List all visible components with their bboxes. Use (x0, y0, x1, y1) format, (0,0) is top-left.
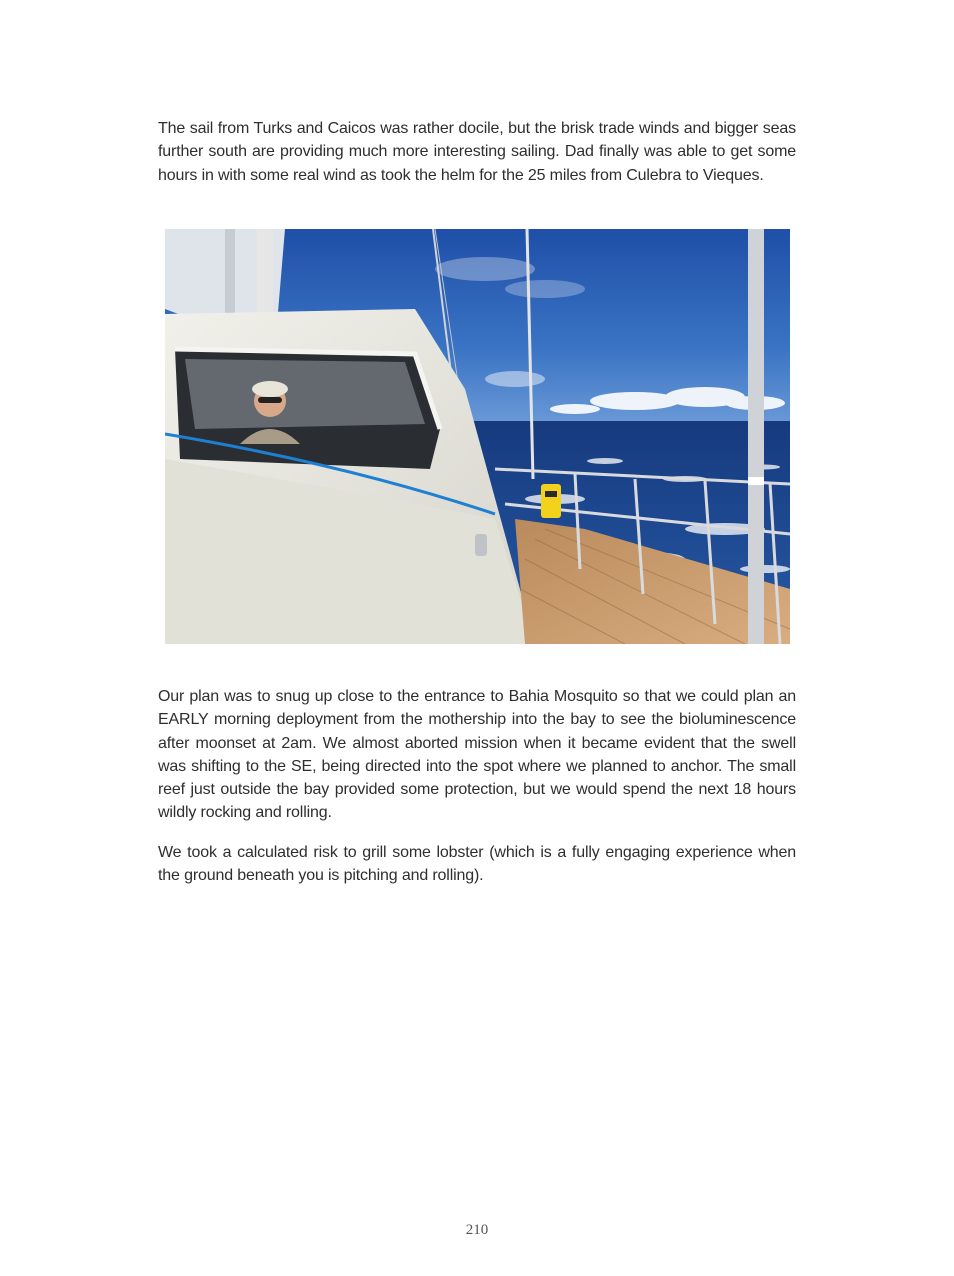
paragraph-lobster: We took a calculated risk to grill some lobster (which is a fully engaging experience when the ground beneath you is pitching and rolling). (158, 844, 796, 885)
paragraph-intro: The sail from Turks and Caicos was rather docile, but the brisk trade winds and bigger seas further south are providing much more interesting sailing. Dad finally was able to get some hours in with some real wind as took the helm for the 25 miles from Culebra to Vieques. (158, 120, 796, 184)
paragraph-plan: Our plan was to snug up close to the entrance to Bahia Mosquito so that we could plan an EARLY morning deployment from the mothership into the bay to see the bioluminescence after moonset at 2am. We almost aborted mission when it became evident that the swell was shifting to the SE, being directed into the spot where we planned to anchor. The small reef just outside the bay provided some protection, but we would spend the next 18 hours wildly rocking and rolling. (158, 688, 796, 822)
sailing-photo (165, 229, 790, 644)
page-number: 210 (465, 1222, 489, 1238)
